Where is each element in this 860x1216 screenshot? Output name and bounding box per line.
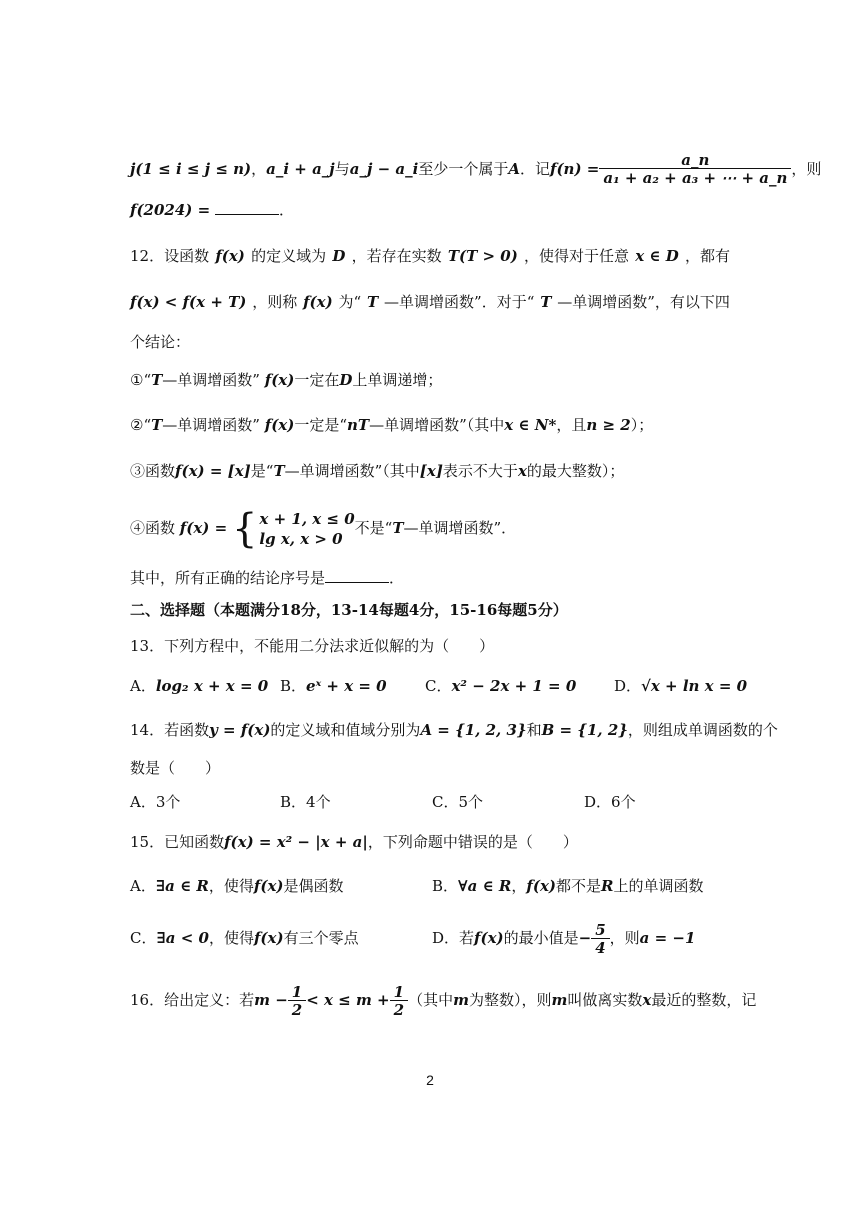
question-12-line1: 12．设函数 f(x) 的定义域为 D ，若存在实数 T(T > 0) ，使得对于任意 x ∈ D ，都有 xyxy=(130,247,730,265)
question-12-ask: 其中，所有正确的结论序号是 ． xyxy=(130,569,405,587)
option-a: A．3个 xyxy=(130,793,181,811)
question-13: 13．下列方程中，不能用二分法求近似解的为（ ） xyxy=(130,637,495,655)
answer-blank xyxy=(215,200,279,215)
option-a: A．∃a ∈ R，使得f(x)是偶函数 xyxy=(130,877,344,895)
section-title-choice: 二、选择题（本题满分18分，13-14每题4分，15-16每题5分） xyxy=(130,601,568,619)
question-12-line3: 个结论： xyxy=(130,333,191,351)
option-b: B．∀a ∈ R，f(x)都不是R上的单调函数 xyxy=(432,877,704,895)
question-15-options-row1 xyxy=(130,874,730,898)
question-15-options-row2 xyxy=(130,918,730,958)
question-12-line2: f(x) < f(x + T) ，则称 f(x) 为“ T —单调增函数”．对于“ T —单调增函数”，有以下四 xyxy=(130,293,730,311)
option-d: D．6个 xyxy=(584,793,636,811)
conclusion-2: ②“T—单调增函数” f(x)一定是“nT—单调增函数”（其中x ∈ N*，且n ≥ 2）； xyxy=(130,416,654,434)
option-c: C．x² − 2x + 1 = 0 xyxy=(425,677,577,695)
option-b: B．eˣ + x = 0 xyxy=(280,677,387,695)
line-f2024: f(2024) = ． xyxy=(130,201,294,219)
left-brace-icon: { xyxy=(231,506,258,552)
option-c: C．∃a < 0，使得f(x)有三个零点 xyxy=(130,929,359,947)
answer-blank xyxy=(325,568,389,583)
fraction-five-fourths: $\frac{5}{4}$ xyxy=(591,922,609,956)
question-16: 16．给出定义：若m − $\frac{1}{2}$ < x ≤ m + $\frac{1}{2}$ （其中m为整数），则m叫做离实数x最近的整数，记 xyxy=(130,983,757,1019)
page-number: 2 xyxy=(426,1072,434,1088)
option-d: D．若f(x)的最小值是− $\frac{5}{4}$ ，则a = −1 xyxy=(432,921,696,957)
conclusion-3: ③函数f(x) = [x]是“T—单调增函数”（其中[x]表示不大于x的最大整数）； xyxy=(130,462,625,480)
question-13-options xyxy=(130,674,748,698)
fraction-fn: $\frac{a\_n}{\text{a₁ + a₂ + a₃ + ⋯ + a\_n}}$ xyxy=(599,152,791,186)
question-15: 15．已知函数f(x) = x² − |x + a|，下列命题中错误的是（ ） xyxy=(130,833,578,851)
question-14: 14．若函数 y = f(x) 的定义域和值域分别为 A = {1, 2, 3} 和 B = {1, 2} ，则组成单调函数的个 xyxy=(130,721,778,739)
question-14-options xyxy=(130,790,730,814)
fraction-one-half: $\frac{1}{2}$ xyxy=(390,984,408,1018)
piecewise-function: { x + 1, x ≤ 0 lg x, x > 0 xyxy=(231,506,355,552)
conclusion-4: ④函数 f(x) = { x + 1, x ≤ 0 lg x, x > 0 不是“T—单调增函数”． xyxy=(130,506,517,552)
option-c: C．5个 xyxy=(432,793,484,811)
option-a: A．log₂ x + x = 0 xyxy=(130,677,269,695)
line-condition: j(1 ≤ i ≤ j ≤ n) ， a_i + a_j 与 a_j − a_i 至少一个属于 A ．记 f(n) = $\frac{a\_n}{\text{a₁ + a₂ + a₃ + ⋯ + a\_n}}$ ，则 xyxy=(130,151,822,187)
question-14-cont: 数是（ ） xyxy=(130,759,221,777)
conclusion-1: ①“T—单调增函数” f(x)一定在D上单调递增； xyxy=(130,371,443,389)
option-b: B．4个 xyxy=(280,793,331,811)
fraction-one-half: $\frac{1}{2}$ xyxy=(288,984,306,1018)
option-d: D．√x + ln x = 0 xyxy=(614,677,748,695)
